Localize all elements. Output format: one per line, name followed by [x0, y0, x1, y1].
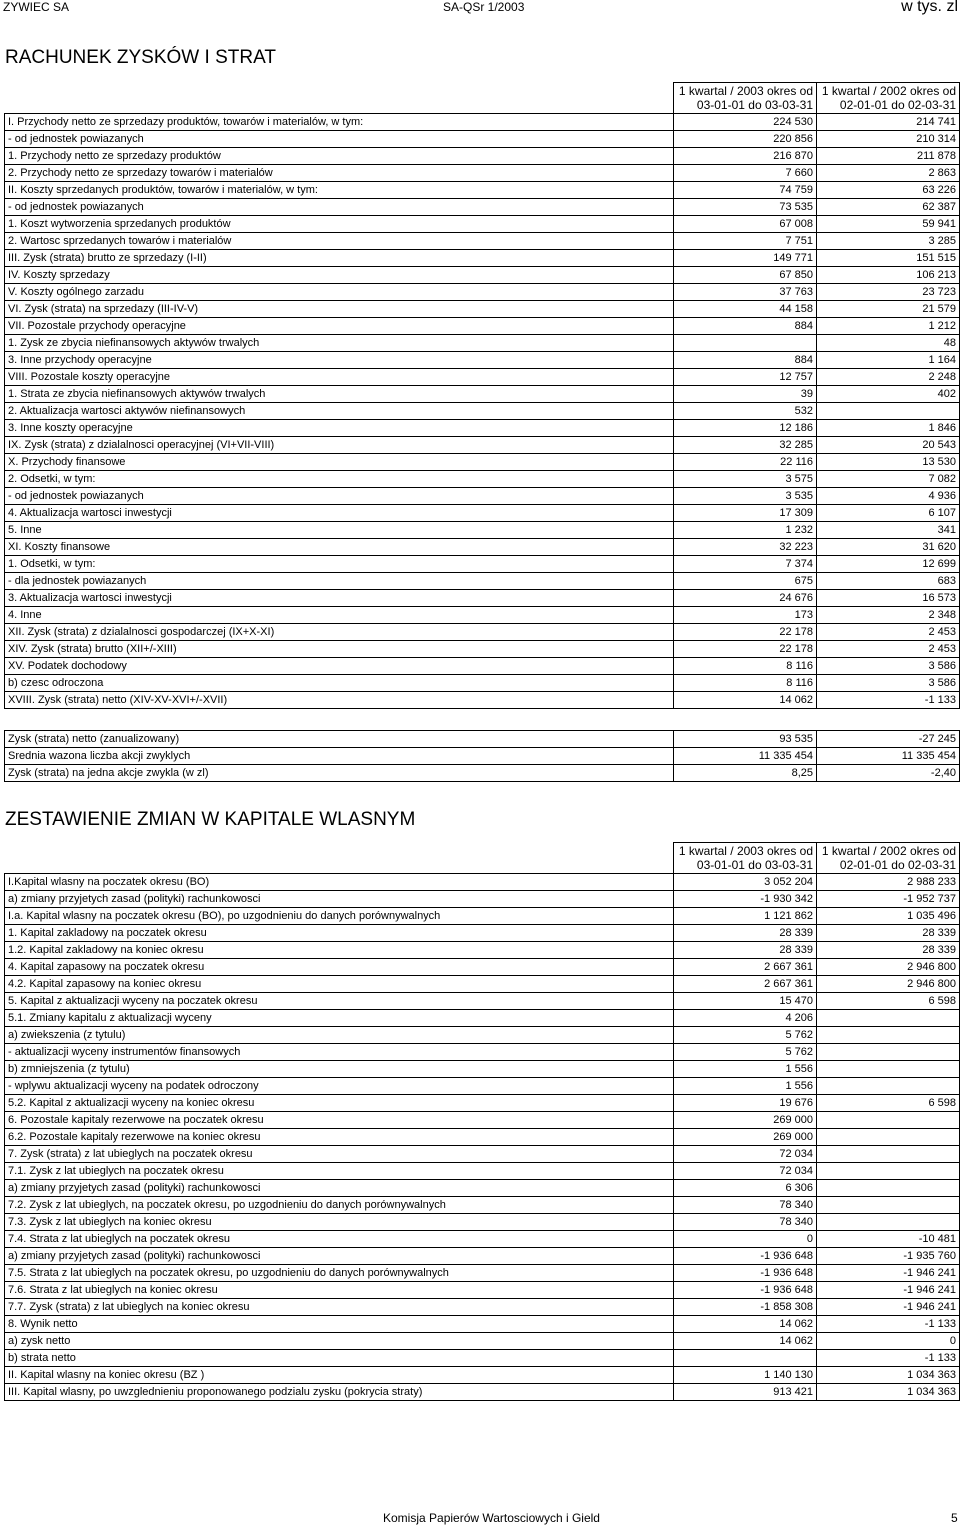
value-2002: 2 453 [817, 641, 960, 658]
row-label: 8. Wynik netto [5, 1316, 674, 1333]
table-row [5, 590, 960, 607]
value-2003: 17 309 [674, 505, 817, 522]
row-label: 3. Aktualizacja wartosci inwestycji [5, 590, 674, 607]
table-row [5, 318, 960, 335]
value-2003: 15 470 [674, 993, 817, 1010]
value-2002: 2 453 [817, 624, 960, 641]
value-2002: 402 [817, 386, 960, 403]
table-row [5, 1163, 960, 1180]
table-row [5, 488, 960, 505]
row-label: I. Przychody netto ze sprzedazy produktów, towarów i materialów, w tym: [5, 114, 674, 131]
table-row [5, 1180, 960, 1197]
column-header-2003: 1 kwartal / 2003 okres od 03-01-01 do 03-03-31 [674, 843, 817, 874]
table-row [5, 1282, 960, 1299]
table-row [5, 993, 960, 1010]
value-2002: 31 620 [817, 539, 960, 556]
value-2003: 3 575 [674, 471, 817, 488]
value-2003: 7 374 [674, 556, 817, 573]
value-2003: 269 000 [674, 1112, 817, 1129]
row-label: 7.3. Zysk z lat ubieglych na koniec okresu [5, 1214, 674, 1231]
table-row [5, 1316, 960, 1333]
value-2002 [817, 1129, 960, 1146]
table-row [5, 148, 960, 165]
table-row [5, 942, 960, 959]
row-label: VIII. Pozostale koszty operacyjne [5, 369, 674, 386]
table-row [5, 1333, 960, 1350]
value-2003: 1 556 [674, 1078, 817, 1095]
value-2003: 74 759 [674, 182, 817, 199]
value-2002: 16 573 [817, 590, 960, 607]
row-label: VI. Zysk (strata) na sprzedazy (III-IV-V) [5, 301, 674, 318]
value-2003: 269 000 [674, 1129, 817, 1146]
row-label: - od jednostek powiazanych [5, 199, 674, 216]
value-2003: 6 306 [674, 1180, 817, 1197]
income-statement-title: RACHUNEK ZYSKÓW I STRAT [5, 47, 276, 68]
value-2002: -1 133 [817, 1350, 960, 1367]
row-label: b) zmniejszenia (z tytulu) [5, 1061, 674, 1078]
value-2003 [674, 1350, 817, 1367]
value-2002: 3 285 [817, 233, 960, 250]
table-row [5, 891, 960, 908]
table-row [5, 658, 960, 675]
value-2002 [817, 1214, 960, 1231]
row-label: Zysk (strata) na jedna akcje zwykla (w zl) [5, 765, 674, 782]
value-2002 [817, 1078, 960, 1095]
value-2002: 1 846 [817, 420, 960, 437]
value-2002: 2 946 800 [817, 959, 960, 976]
row-label: a) zwiekszenia (z tytulu) [5, 1027, 674, 1044]
row-label: 7.2. Zysk z lat ubieglych, na poczatek okresu, po uzgodnieniu do danych porównywalnych [5, 1197, 674, 1214]
table-row [5, 624, 960, 641]
row-label: Zysk (strata) netto (zanualizowany) [5, 731, 674, 748]
value-2002 [817, 1146, 960, 1163]
value-2003: 67 850 [674, 267, 817, 284]
value-2003: 22 178 [674, 624, 817, 641]
value-2003: -1 858 308 [674, 1299, 817, 1316]
row-label: III. Zysk (strata) brutto ze sprzedazy (I-II) [5, 250, 674, 267]
row-label: XV. Podatek dochodowy [5, 658, 674, 675]
row-label: XI. Koszty finansowe [5, 539, 674, 556]
table-row [5, 369, 960, 386]
row-label: I.a. Kapital wlasny na poczatek okresu (BO), po uzgodnieniu do danych porównywalnych [5, 908, 674, 925]
table-row [5, 925, 960, 942]
page-header [0, 0, 960, 16]
table-row [5, 233, 960, 250]
table-row [5, 607, 960, 624]
table-row [5, 1350, 960, 1367]
value-2003: 93 535 [674, 731, 817, 748]
value-2002: 1 034 363 [817, 1367, 960, 1384]
value-2003: 3 052 204 [674, 874, 817, 891]
table-row [5, 1112, 960, 1129]
value-2003: 24 676 [674, 590, 817, 607]
table-row [5, 131, 960, 148]
table-row [5, 1146, 960, 1163]
row-label: a) zmiany przyjetych zasad (polityki) rachunkowosci [5, 1180, 674, 1197]
table-row [5, 556, 960, 573]
value-2003: 7 660 [674, 165, 817, 182]
footer-text: Komisja Papierów Wartosciowych i Gield [383, 1511, 600, 1525]
value-2002: 7 082 [817, 471, 960, 488]
row-label: 5. Kapital z aktualizacji wyceny na poczatek okresu [5, 993, 674, 1010]
row-label: 5.2. Kapital z aktualizacji wyceny na koniec okresu [5, 1095, 674, 1112]
table-row [5, 1367, 960, 1384]
value-2003: 11 335 454 [674, 748, 817, 765]
value-2002 [817, 1044, 960, 1061]
table-row [5, 182, 960, 199]
row-label: XIV. Zysk (strata) brutto (XII+/-XIII) [5, 641, 674, 658]
page-number: 5 [951, 1511, 958, 1525]
value-2003: 14 062 [674, 1316, 817, 1333]
table-row [5, 1061, 960, 1078]
value-2002: 48 [817, 335, 960, 352]
value-2003: 8,25 [674, 765, 817, 782]
table-row [5, 573, 960, 590]
value-2003: 39 [674, 386, 817, 403]
table-row [5, 765, 960, 782]
value-2002: 3 586 [817, 658, 960, 675]
row-label: 1. Koszt wytworzenia sprzedanych produktów [5, 216, 674, 233]
row-label: II. Koszty sprzedanych produktów, towarów i materialów, w tym: [5, 182, 674, 199]
value-2002: -1 133 [817, 1316, 960, 1333]
value-2002: 214 741 [817, 114, 960, 131]
value-2002: 11 335 454 [817, 748, 960, 765]
row-label: - dla jednostek powiazanych [5, 573, 674, 590]
column-header-2002: 1 kwartal / 2002 okres od 02-01-01 do 02-03-31 [817, 843, 960, 874]
row-label: b) strata netto [5, 1350, 674, 1367]
value-2003: 2 667 361 [674, 976, 817, 993]
value-2003: 220 856 [674, 131, 817, 148]
value-2003: 28 339 [674, 925, 817, 942]
row-label: IV. Koszty sprzedazy [5, 267, 674, 284]
table-row [5, 539, 960, 556]
table-row [5, 908, 960, 925]
value-2002: 2 863 [817, 165, 960, 182]
value-2003: 149 771 [674, 250, 817, 267]
value-2003: -1 936 648 [674, 1248, 817, 1265]
row-label: III. Kapital wlasny, po uwzglednieniu proponowanego podzialu zysku (pokrycia straty) [5, 1384, 674, 1401]
value-2003: 1 140 130 [674, 1367, 817, 1384]
row-label: 7.4. Strata z lat ubieglych na poczatek okresu [5, 1231, 674, 1248]
table-row [5, 1044, 960, 1061]
income-statement-table [4, 82, 960, 709]
row-label: V. Koszty ogólnego zarzadu [5, 284, 674, 301]
table-row [5, 1095, 960, 1112]
row-label: 1. Kapital zakladowy na poczatek okresu [5, 925, 674, 942]
value-2002 [817, 403, 960, 420]
value-2002: 106 213 [817, 267, 960, 284]
table-row [5, 165, 960, 182]
row-label: 1. Zysk ze zbycia niefinansowych aktywów trwalych [5, 335, 674, 352]
table-row [5, 471, 960, 488]
value-2002: 151 515 [817, 250, 960, 267]
table-row [5, 748, 960, 765]
table-row [5, 874, 960, 891]
value-2003: 14 062 [674, 1333, 817, 1350]
value-2002: -1 946 241 [817, 1299, 960, 1316]
value-2003: 532 [674, 403, 817, 420]
table-row [5, 335, 960, 352]
value-2003: 2 667 361 [674, 959, 817, 976]
value-2002: 28 339 [817, 942, 960, 959]
value-2003: 1 556 [674, 1061, 817, 1078]
value-2003: 3 535 [674, 488, 817, 505]
table-row [5, 976, 960, 993]
row-label: 1. Strata ze zbycia niefinansowych aktywów trwalych [5, 386, 674, 403]
value-2002: 0 [817, 1333, 960, 1350]
row-label: II. Kapital wlasny na koniec okresu (BZ ) [5, 1367, 674, 1384]
row-label: I.Kapital wlasny na poczatek okresu (BO) [5, 874, 674, 891]
value-2003: 14 062 [674, 692, 817, 709]
row-label: 1. Przychody netto ze sprzedazy produktów [5, 148, 674, 165]
value-2003: 884 [674, 318, 817, 335]
row-label: 2. Aktualizacja wartosci aktywów niefinansowych [5, 403, 674, 420]
column-header-row [5, 843, 960, 874]
table-row [5, 386, 960, 403]
row-label: - aktualizacji wyceny instrumentów finansowych [5, 1044, 674, 1061]
row-label: 6.2. Pozostale kapitaly rezerwowe na koniec okresu [5, 1129, 674, 1146]
value-2002: 6 107 [817, 505, 960, 522]
row-label: VII. Pozostale przychody operacyjne [5, 318, 674, 335]
value-2002: 28 339 [817, 925, 960, 942]
table-row [5, 692, 960, 709]
row-label: 2. Wartosc sprzedanych towarów i materialów [5, 233, 674, 250]
row-label: 4. Inne [5, 607, 674, 624]
row-label: 7.7. Zysk (strata) z lat ubieglych na koniec okresu [5, 1299, 674, 1316]
value-2002: 23 723 [817, 284, 960, 301]
value-2002: -10 481 [817, 1231, 960, 1248]
row-label: a) zmiany przyjetych zasad (polityki) rachunkowosci [5, 1248, 674, 1265]
report-code: SA-QSr 1/2003 [443, 0, 525, 14]
value-2003: 173 [674, 607, 817, 624]
table-row [5, 403, 960, 420]
row-label: 2. Odsetki, w tym: [5, 471, 674, 488]
value-2002: 683 [817, 573, 960, 590]
value-2002: -1 946 241 [817, 1282, 960, 1299]
table-row [5, 1078, 960, 1095]
value-2002 [817, 1027, 960, 1044]
value-2003 [674, 335, 817, 352]
table-row [5, 1231, 960, 1248]
value-2003: 884 [674, 352, 817, 369]
value-2003: 44 158 [674, 301, 817, 318]
value-2003: 8 116 [674, 675, 817, 692]
value-2003: -1 930 342 [674, 891, 817, 908]
row-label: 4. Kapital zapasowy na poczatek okresu [5, 959, 674, 976]
value-2003: 32 285 [674, 437, 817, 454]
row-label: 2. Przychody netto ze sprzedazy towarów i materialów [5, 165, 674, 182]
value-2003: 913 421 [674, 1384, 817, 1401]
value-2003: 19 676 [674, 1095, 817, 1112]
column-header-row [5, 83, 960, 114]
value-2003: 224 530 [674, 114, 817, 131]
value-2002: 63 226 [817, 182, 960, 199]
value-2003: -1 936 648 [674, 1265, 817, 1282]
row-label: 4.2. Kapital zapasowy na koniec okresu [5, 976, 674, 993]
value-2003: 73 535 [674, 199, 817, 216]
table-row [5, 454, 960, 471]
value-2002: 2 946 800 [817, 976, 960, 993]
table-row [5, 959, 960, 976]
column-header-2002: 1 kwartal / 2002 okres od 02-01-01 do 02-03-31 [817, 83, 960, 114]
value-2002: 6 598 [817, 1095, 960, 1112]
row-label: 7.5. Strata z lat ubieglych na poczatek okresu, po uzgodnieniu do danych porównywalnych [5, 1265, 674, 1282]
row-label: Srednia wazona liczba akcji zwyklych [5, 748, 674, 765]
row-label: 5.1. Zmiany kapitalu z aktualizacji wyceny [5, 1010, 674, 1027]
table-row [5, 1027, 960, 1044]
row-label: 7. Zysk (strata) z lat ubieglych na poczatek okresu [5, 1146, 674, 1163]
table-row [5, 641, 960, 658]
row-label: - od jednostek powiazanych [5, 131, 674, 148]
value-2002: 341 [817, 522, 960, 539]
value-2002 [817, 1061, 960, 1078]
table-row [5, 1299, 960, 1316]
value-2003: 0 [674, 1231, 817, 1248]
row-label: 1. Odsetki, w tym: [5, 556, 674, 573]
value-2003: 78 340 [674, 1197, 817, 1214]
equity-changes-title: ZESTAWIENIE ZMIAN W KAPITALE WLASNYM [5, 809, 416, 830]
value-2003: 22 178 [674, 641, 817, 658]
row-label: XVIII. Zysk (strata) netto (XIV-XV-XVI+/-XVII) [5, 692, 674, 709]
table-row [5, 675, 960, 692]
value-2002: 2 248 [817, 369, 960, 386]
value-2003: 67 008 [674, 216, 817, 233]
value-2002 [817, 1112, 960, 1129]
value-2002: -1 133 [817, 692, 960, 709]
value-2003: 8 116 [674, 658, 817, 675]
per-share-summary-table [4, 730, 960, 782]
table-row [5, 1265, 960, 1282]
value-2003: -1 936 648 [674, 1282, 817, 1299]
value-2002: 13 530 [817, 454, 960, 471]
value-2002: 2 348 [817, 607, 960, 624]
table-row [5, 522, 960, 539]
table-row [5, 1214, 960, 1231]
value-2002: 1 164 [817, 352, 960, 369]
equity-changes-table [4, 842, 960, 1401]
value-2003: 32 223 [674, 539, 817, 556]
row-label: 6. Pozostale kapitaly rezerwowe na poczatek okresu [5, 1112, 674, 1129]
table-row [5, 284, 960, 301]
value-2002: -2,40 [817, 765, 960, 782]
value-2002: -1 935 760 [817, 1248, 960, 1265]
row-label: 7.1. Zysk z lat ubieglych na poczatek okresu [5, 1163, 674, 1180]
value-2002: 211 878 [817, 148, 960, 165]
value-2002: 62 387 [817, 199, 960, 216]
table-row [5, 199, 960, 216]
row-label: 5. Inne [5, 522, 674, 539]
table-row [5, 505, 960, 522]
value-2003: 1 121 862 [674, 908, 817, 925]
row-label: a) zysk netto [5, 1333, 674, 1350]
unit-label: w tys. zl [901, 0, 958, 15]
value-2003: 72 034 [674, 1146, 817, 1163]
table-row [5, 216, 960, 233]
row-label: a) zmiany przyjetych zasad (polityki) rachunkowosci [5, 891, 674, 908]
table-row [5, 437, 960, 454]
column-header-2003: 1 kwartal / 2003 okres od 03-01-01 do 03-03-31 [674, 83, 817, 114]
table-row [5, 1129, 960, 1146]
row-label: 4. Aktualizacja wartosci inwestycji [5, 505, 674, 522]
row-label: 7.6. Strata z lat ubieglych na koniec okresu [5, 1282, 674, 1299]
value-2002: 12 699 [817, 556, 960, 573]
value-2003: 28 339 [674, 942, 817, 959]
value-2003: 5 762 [674, 1027, 817, 1044]
row-label: IX. Zysk (strata) z dzialalnosci operacyjnej (VI+VII-VIII) [5, 437, 674, 454]
value-2002: 4 936 [817, 488, 960, 505]
table-row [5, 420, 960, 437]
row-label: - od jednostek powiazanych [5, 488, 674, 505]
header-blank [5, 83, 674, 114]
table-row [5, 1384, 960, 1401]
value-2003: 37 763 [674, 284, 817, 301]
value-2002: 1 034 363 [817, 1384, 960, 1401]
value-2002: 3 586 [817, 675, 960, 692]
table-row [5, 301, 960, 318]
value-2003: 12 186 [674, 420, 817, 437]
value-2002 [817, 1163, 960, 1180]
value-2002: 1 212 [817, 318, 960, 335]
table-row [5, 1010, 960, 1027]
table-row [5, 1248, 960, 1265]
row-label: b) czesc odroczona [5, 675, 674, 692]
value-2002: -1 946 241 [817, 1265, 960, 1282]
value-2002 [817, 1180, 960, 1197]
value-2002: 59 941 [817, 216, 960, 233]
value-2002: 1 035 496 [817, 908, 960, 925]
value-2002: 21 579 [817, 301, 960, 318]
value-2003: 22 116 [674, 454, 817, 471]
value-2003: 4 206 [674, 1010, 817, 1027]
table-row [5, 250, 960, 267]
row-label: XII. Zysk (strata) z dzialalnosci gospodarczej (IX+X-XI) [5, 624, 674, 641]
table-row [5, 731, 960, 748]
value-2002: -1 952 737 [817, 891, 960, 908]
value-2003: 675 [674, 573, 817, 590]
value-2002 [817, 1197, 960, 1214]
value-2003: 72 034 [674, 1163, 817, 1180]
value-2003: 1 232 [674, 522, 817, 539]
row-label: - wplywu aktualizacji wyceny na podatek odroczony [5, 1078, 674, 1095]
company-name: ZYWIEC SA [3, 0, 70, 14]
row-label: 3. Inne koszty operacyjne [5, 420, 674, 437]
value-2003: 216 870 [674, 148, 817, 165]
value-2003: 5 762 [674, 1044, 817, 1061]
row-label: X. Przychody finansowe [5, 454, 674, 471]
row-label: 3. Inne przychody operacyjne [5, 352, 674, 369]
header-blank [5, 843, 674, 874]
value-2003: 12 757 [674, 369, 817, 386]
table-row [5, 1197, 960, 1214]
value-2002: 20 543 [817, 437, 960, 454]
row-label: 1.2. Kapital zakladowy na koniec okresu [5, 942, 674, 959]
table-row [5, 352, 960, 369]
value-2002: 2 988 233 [817, 874, 960, 891]
value-2003: 7 751 [674, 233, 817, 250]
value-2003: 78 340 [674, 1214, 817, 1231]
table-row [5, 267, 960, 284]
value-2002: 210 314 [817, 131, 960, 148]
table-row [5, 114, 960, 131]
value-2002 [817, 1010, 960, 1027]
value-2002: 6 598 [817, 993, 960, 1010]
value-2002: -27 245 [817, 731, 960, 748]
